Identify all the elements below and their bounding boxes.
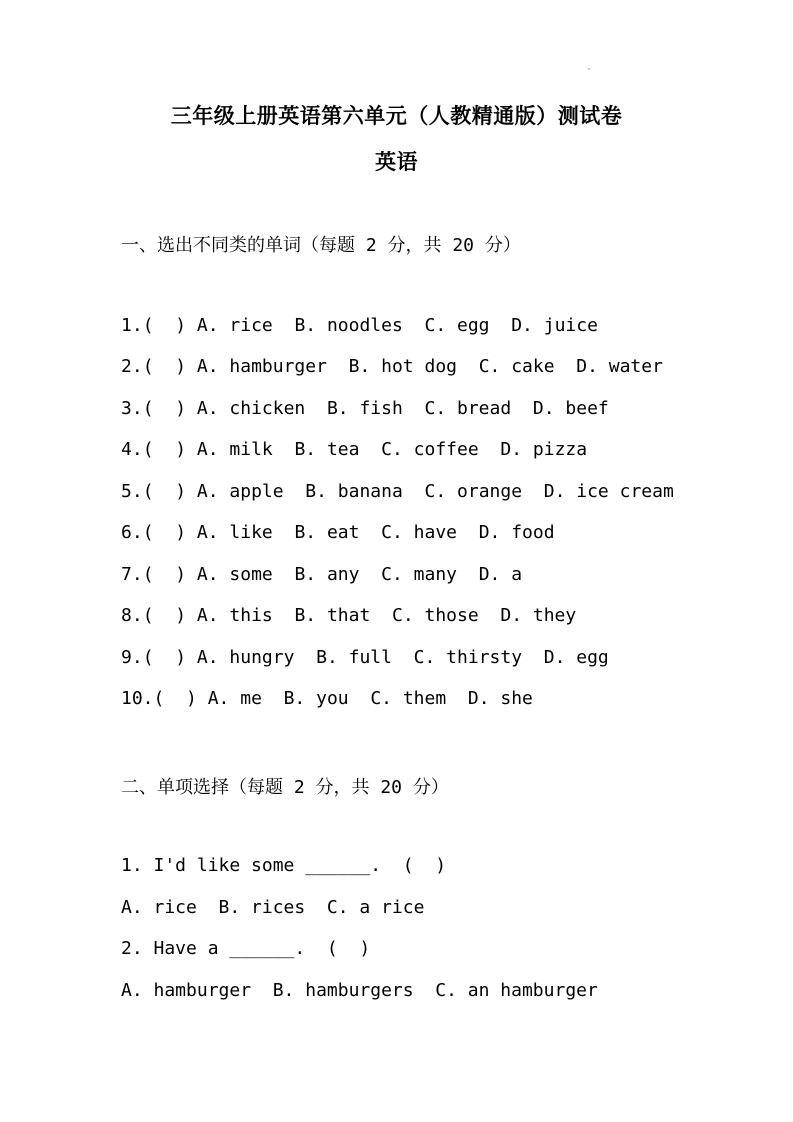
option-d: D. she <box>467 688 533 709</box>
option-d: D. pizza <box>500 439 588 460</box>
section1-item <box>121 483 674 501</box>
document-title: 三年级上册英语第六单元（人教精通版）测试卷 <box>170 103 623 128</box>
item-number: 4. <box>121 439 143 460</box>
answer-blank: ( ) <box>142 564 187 585</box>
option-b: B. noodles <box>294 315 403 336</box>
option-a: A. chicken <box>196 398 306 419</box>
option-d: D. egg <box>543 647 609 668</box>
option-d: D. juice <box>511 315 598 336</box>
item-number: 5. <box>121 481 143 502</box>
item-number: 9. <box>121 647 143 668</box>
option-b: B. you <box>283 688 349 709</box>
section1-item <box>121 317 598 335</box>
option-c: C. bread <box>424 398 512 419</box>
answer-blank: ( ) <box>142 481 187 502</box>
option-d: D. a <box>478 564 523 585</box>
item-number: 6. <box>121 522 143 543</box>
option-d: D. they <box>500 605 577 626</box>
option-c: C. coffee <box>381 439 479 460</box>
answer-blank: ( ) <box>142 522 187 543</box>
question-options: A. rice B. rices C. a rice <box>121 897 425 918</box>
option-b: B. any <box>294 564 360 585</box>
option-c: C. egg <box>424 315 490 336</box>
option-a: A. hamburger <box>196 356 327 377</box>
answer-blank: ( ) <box>142 398 187 419</box>
item-number: 8. <box>121 605 143 626</box>
option-c: C. cake <box>478 356 555 377</box>
option-a: A. me <box>207 688 262 709</box>
question-stem: 2. Have a ______. ( ) <box>121 938 371 959</box>
option-a: A. hungry <box>196 647 295 668</box>
section1-item <box>121 441 587 459</box>
option-b: B. tea <box>294 439 360 460</box>
question-stem: 1. I'd like some ______. ( ) <box>121 855 447 876</box>
option-a: A. apple <box>196 481 284 502</box>
answer-blank: ( ) <box>153 688 197 709</box>
option-a: A. this <box>196 605 273 626</box>
option-a: A. milk <box>196 439 273 460</box>
answer-blank: ( ) <box>142 605 187 626</box>
option-a: A. some <box>196 564 273 585</box>
item-number: 3. <box>121 398 143 419</box>
answer-blank: ( ) <box>142 315 187 336</box>
option-b: B. that <box>294 605 371 626</box>
item-number: 10. <box>121 688 154 709</box>
option-c: C. have <box>381 522 458 543</box>
answer-blank: ( ) <box>142 647 187 668</box>
section1-heading: 一、选出不同类的单词（每题 2 分，共 20 分） <box>121 235 521 256</box>
option-c: C. them <box>370 688 447 709</box>
question-options: A. hamburger B. hamburgers C. an hamburger <box>121 980 598 1001</box>
option-d: D. beef <box>532 398 609 419</box>
option-d: D. food <box>478 522 555 543</box>
answer-blank: ( ) <box>142 356 187 377</box>
option-b: B. banana <box>305 481 403 502</box>
item-number: 2. <box>121 356 143 377</box>
answer-blank: ( ) <box>142 439 187 460</box>
option-d: D. ice cream <box>543 481 674 502</box>
section1-item <box>121 524 555 542</box>
section1-item <box>121 649 609 667</box>
option-a: A. like <box>196 522 273 543</box>
section2-heading: 二、单项选择（每题 2 分，共 20 分） <box>121 777 449 798</box>
option-a: A. rice <box>196 315 273 336</box>
option-b: B. eat <box>294 522 360 543</box>
section1-item <box>121 400 609 418</box>
section1-item <box>121 690 533 708</box>
scan-speck <box>588 68 590 70</box>
option-c: C. orange <box>424 481 523 502</box>
section1-item <box>121 358 663 376</box>
item-number: 1. <box>121 315 143 336</box>
option-b: B. full <box>316 647 392 668</box>
section1-item <box>121 607 576 625</box>
document-subtitle: 英语 <box>375 149 418 174</box>
option-c: C. those <box>391 605 479 626</box>
section1-item <box>121 566 522 584</box>
item-number: 7. <box>121 564 143 585</box>
option-c: C. thirsty <box>413 647 523 668</box>
option-b: B. fish <box>326 398 403 419</box>
option-c: C. many <box>381 564 458 585</box>
option-d: D. water <box>576 356 663 377</box>
option-b: B. hot dog <box>348 356 457 377</box>
